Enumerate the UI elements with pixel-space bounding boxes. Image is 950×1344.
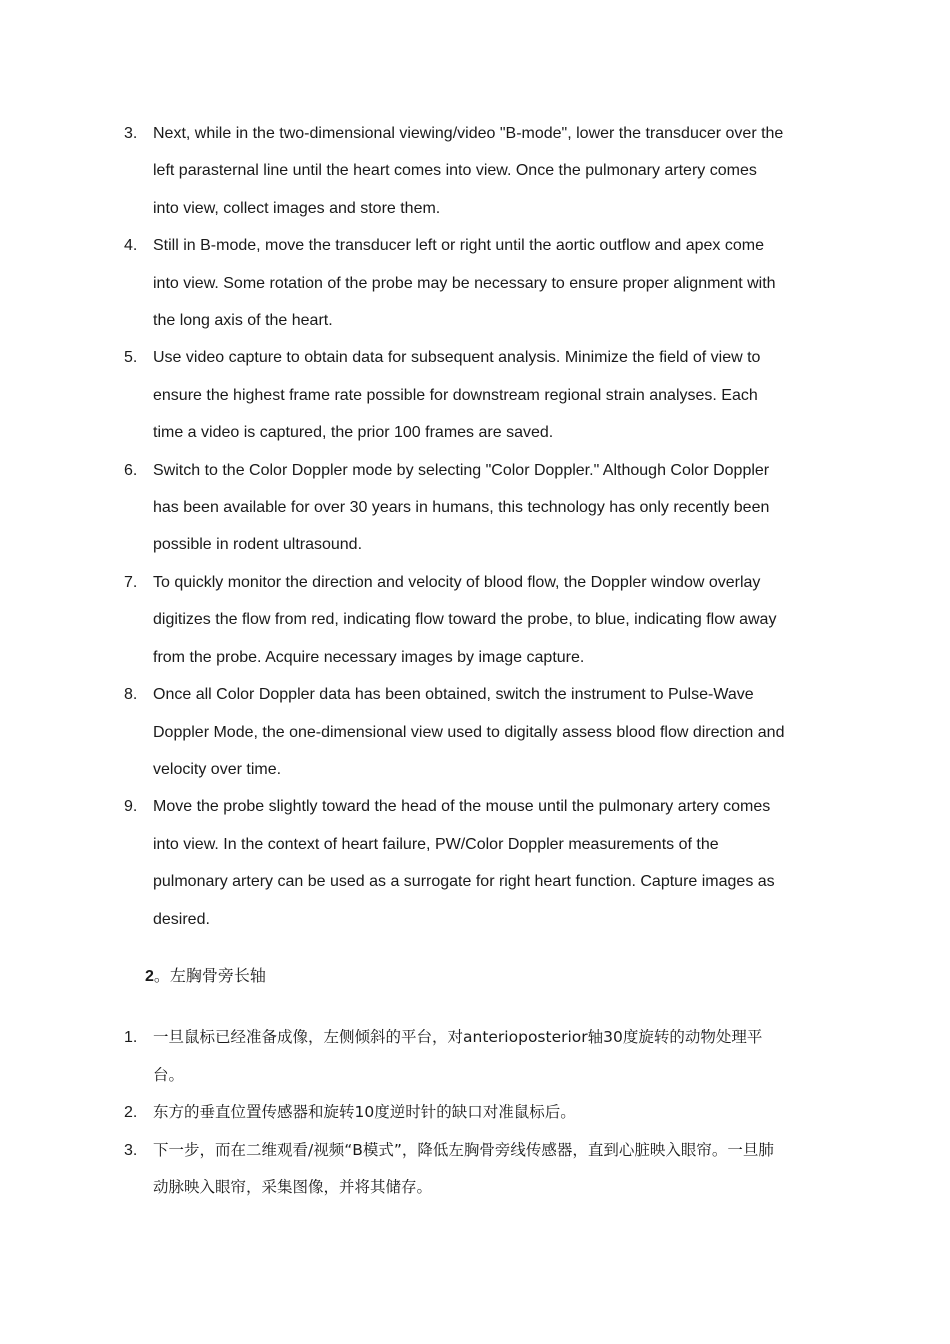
step-text: Use video capture to obtain data for subsequent analysis. Minimize the field of view to ensure the highest frame rate possible for downstream regional strain analyses. Each time a video is captured, the prior 100 frames are saved. [153,349,761,442]
step-text: Next, while in the two-dimensional viewing/video "B-mode", lower the transducer over the left parasternal line until the heart comes into view. Once the pulmonary artery comes into view, collect images and store them. [153,125,784,217]
list-item [0,788,950,938]
step-number: 7. [124,573,138,591]
step-text: 下一步，而在二维观看/视频“B模式”，降低左胸骨旁线传感器，直到心脏映入眼帘。一旦肺动脉映入眼帘，采集图像，并将其储存。 [153,1140,774,1197]
list-item [0,1019,950,1094]
section-title: 。左胸骨旁长轴 [153,968,266,985]
step-text: Once all Color Doppler data has been obtained, switch the instrument to Pulse-Wave Doppler Mode, the one-dimensional view used to digitally assess blood flow direction and velocity over time. [153,686,785,778]
step-text: Move the probe slightly toward the head of the mouse until the pulmonary artery comes into view. In the context of heart failure, PW/Color Doppler measurements of the pulmonary artery can be used as a surrogate for right heart function. Capture images as desired. [153,798,775,928]
list-item [0,115,950,227]
chinese-step-list [0,1019,950,1207]
step-number: 3. [124,1141,138,1159]
step-text: 东方的垂直位置传感器和旋转10度逆时针的缺口对准鼠标后。 [153,1103,576,1122]
list-item [0,676,950,788]
english-step-list [0,115,950,938]
step-number: 9. [124,798,138,816]
step-number: 3. [124,125,138,142]
list-item [0,564,950,676]
step-number: 6. [124,461,138,479]
step-text: To quickly monitor the direction and velocity of blood flow, the Doppler window overlay digitizes the flow from red, indicating flow toward the probe, to blue, indicating flow away from the probe. Acquire necessary images by image capture. [153,573,777,666]
section-heading [145,962,266,992]
list-item [0,1132,950,1207]
step-text: 一旦鼠标已经准备成像，左侧倾斜的平台，对anterioposterior轴30度旋转的动物处理平台。 [153,1028,763,1084]
step-number: 1. [124,1029,138,1046]
section-number: 2 [145,968,154,985]
list-item [0,452,950,564]
list-item [0,227,950,339]
list-item [0,339,950,451]
step-text: Switch to the Color Doppler mode by selecting "Color Doppler." Although Color Doppler has been available for over 30 years in humans, this technology has only recently been possible in rodent ultrasound. [153,461,770,554]
step-number: 8. [124,686,138,704]
step-number: 5. [124,349,138,367]
step-number: 4. [124,237,138,255]
step-text: Still in B-mode, move the transducer left or right until the aortic outflow and apex come into view. Some rotation of the probe may be necessary to ensure proper alignment with the long axis of the heart. [153,237,776,330]
step-number: 2. [124,1104,138,1122]
list-item [0,1094,950,1132]
